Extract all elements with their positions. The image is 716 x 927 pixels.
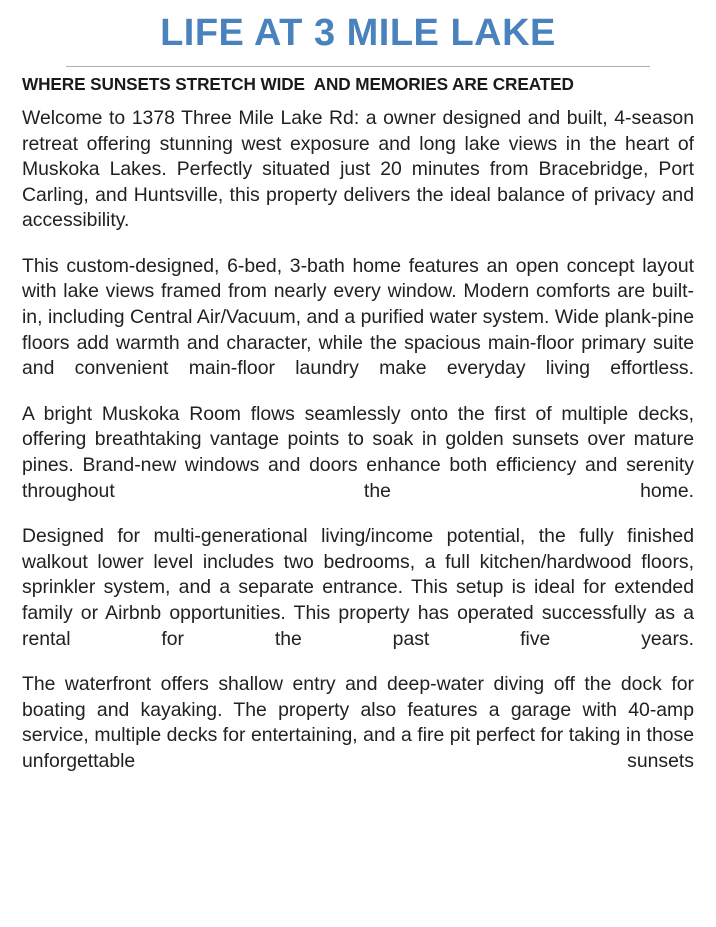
divider-wrapper <box>0 52 716 67</box>
horizontal-divider <box>66 66 650 67</box>
page-subtitle: WHERE SUNSETS STRETCH WIDE AND MEMORIES ARE CREATED <box>22 74 574 94</box>
paragraph: Designed for multi-generational living/income potential, the fully finished walkout lower level includes two bedrooms, a full kitchen/hardwood floors, sprinkler system, and a separate entrance. This setup is ideal for extended family or Airbnb opportunities. This property has operated successfully as a rental for the past five years. <box>22 525 694 650</box>
body-content <box>0 94 716 775</box>
paragraph: The waterfront offers shallow entry and deep-water diving off the dock for boating and kayaking. The property also features a garage with 40-amp service, multiple decks for entertaining, and a fire pit perfect for taking in those unforgettable sunsets <box>22 673 694 772</box>
paragraph: A bright Muskoka Room flows seamlessly onto the first of multiple decks, offering breathtaking vantage points to soak in golden sunsets over mature pines. Brand-new windows and doors enhance both efficiency and serenity throughout the home. <box>22 402 694 502</box>
page-title: LIFE AT 3 MILE LAKE <box>160 12 556 54</box>
paragraph: Welcome to 1378 Three Mile Lake Rd: a owner designed and built, 4-season retreat offering stunning west exposure and long lake views in the heart of Muskoka Lakes. Perfectly situated just 20 minutes from Bracebridge, Port Carling, and Huntsville, this property delivers the ideal balance of privacy and accessibility. <box>22 106 694 232</box>
paragraph: This custom-designed, 6-bed, 3-bath home features an open concept layout with lake views framed from nearly every window. Modern comforts are built-in, including Central Air/Vacuum, and a purified water system. Wide plank-pine floors add warmth and character, while the spacious main-floor primary suite and convenient main-floor laundry make everyday living effortless. <box>22 254 694 380</box>
